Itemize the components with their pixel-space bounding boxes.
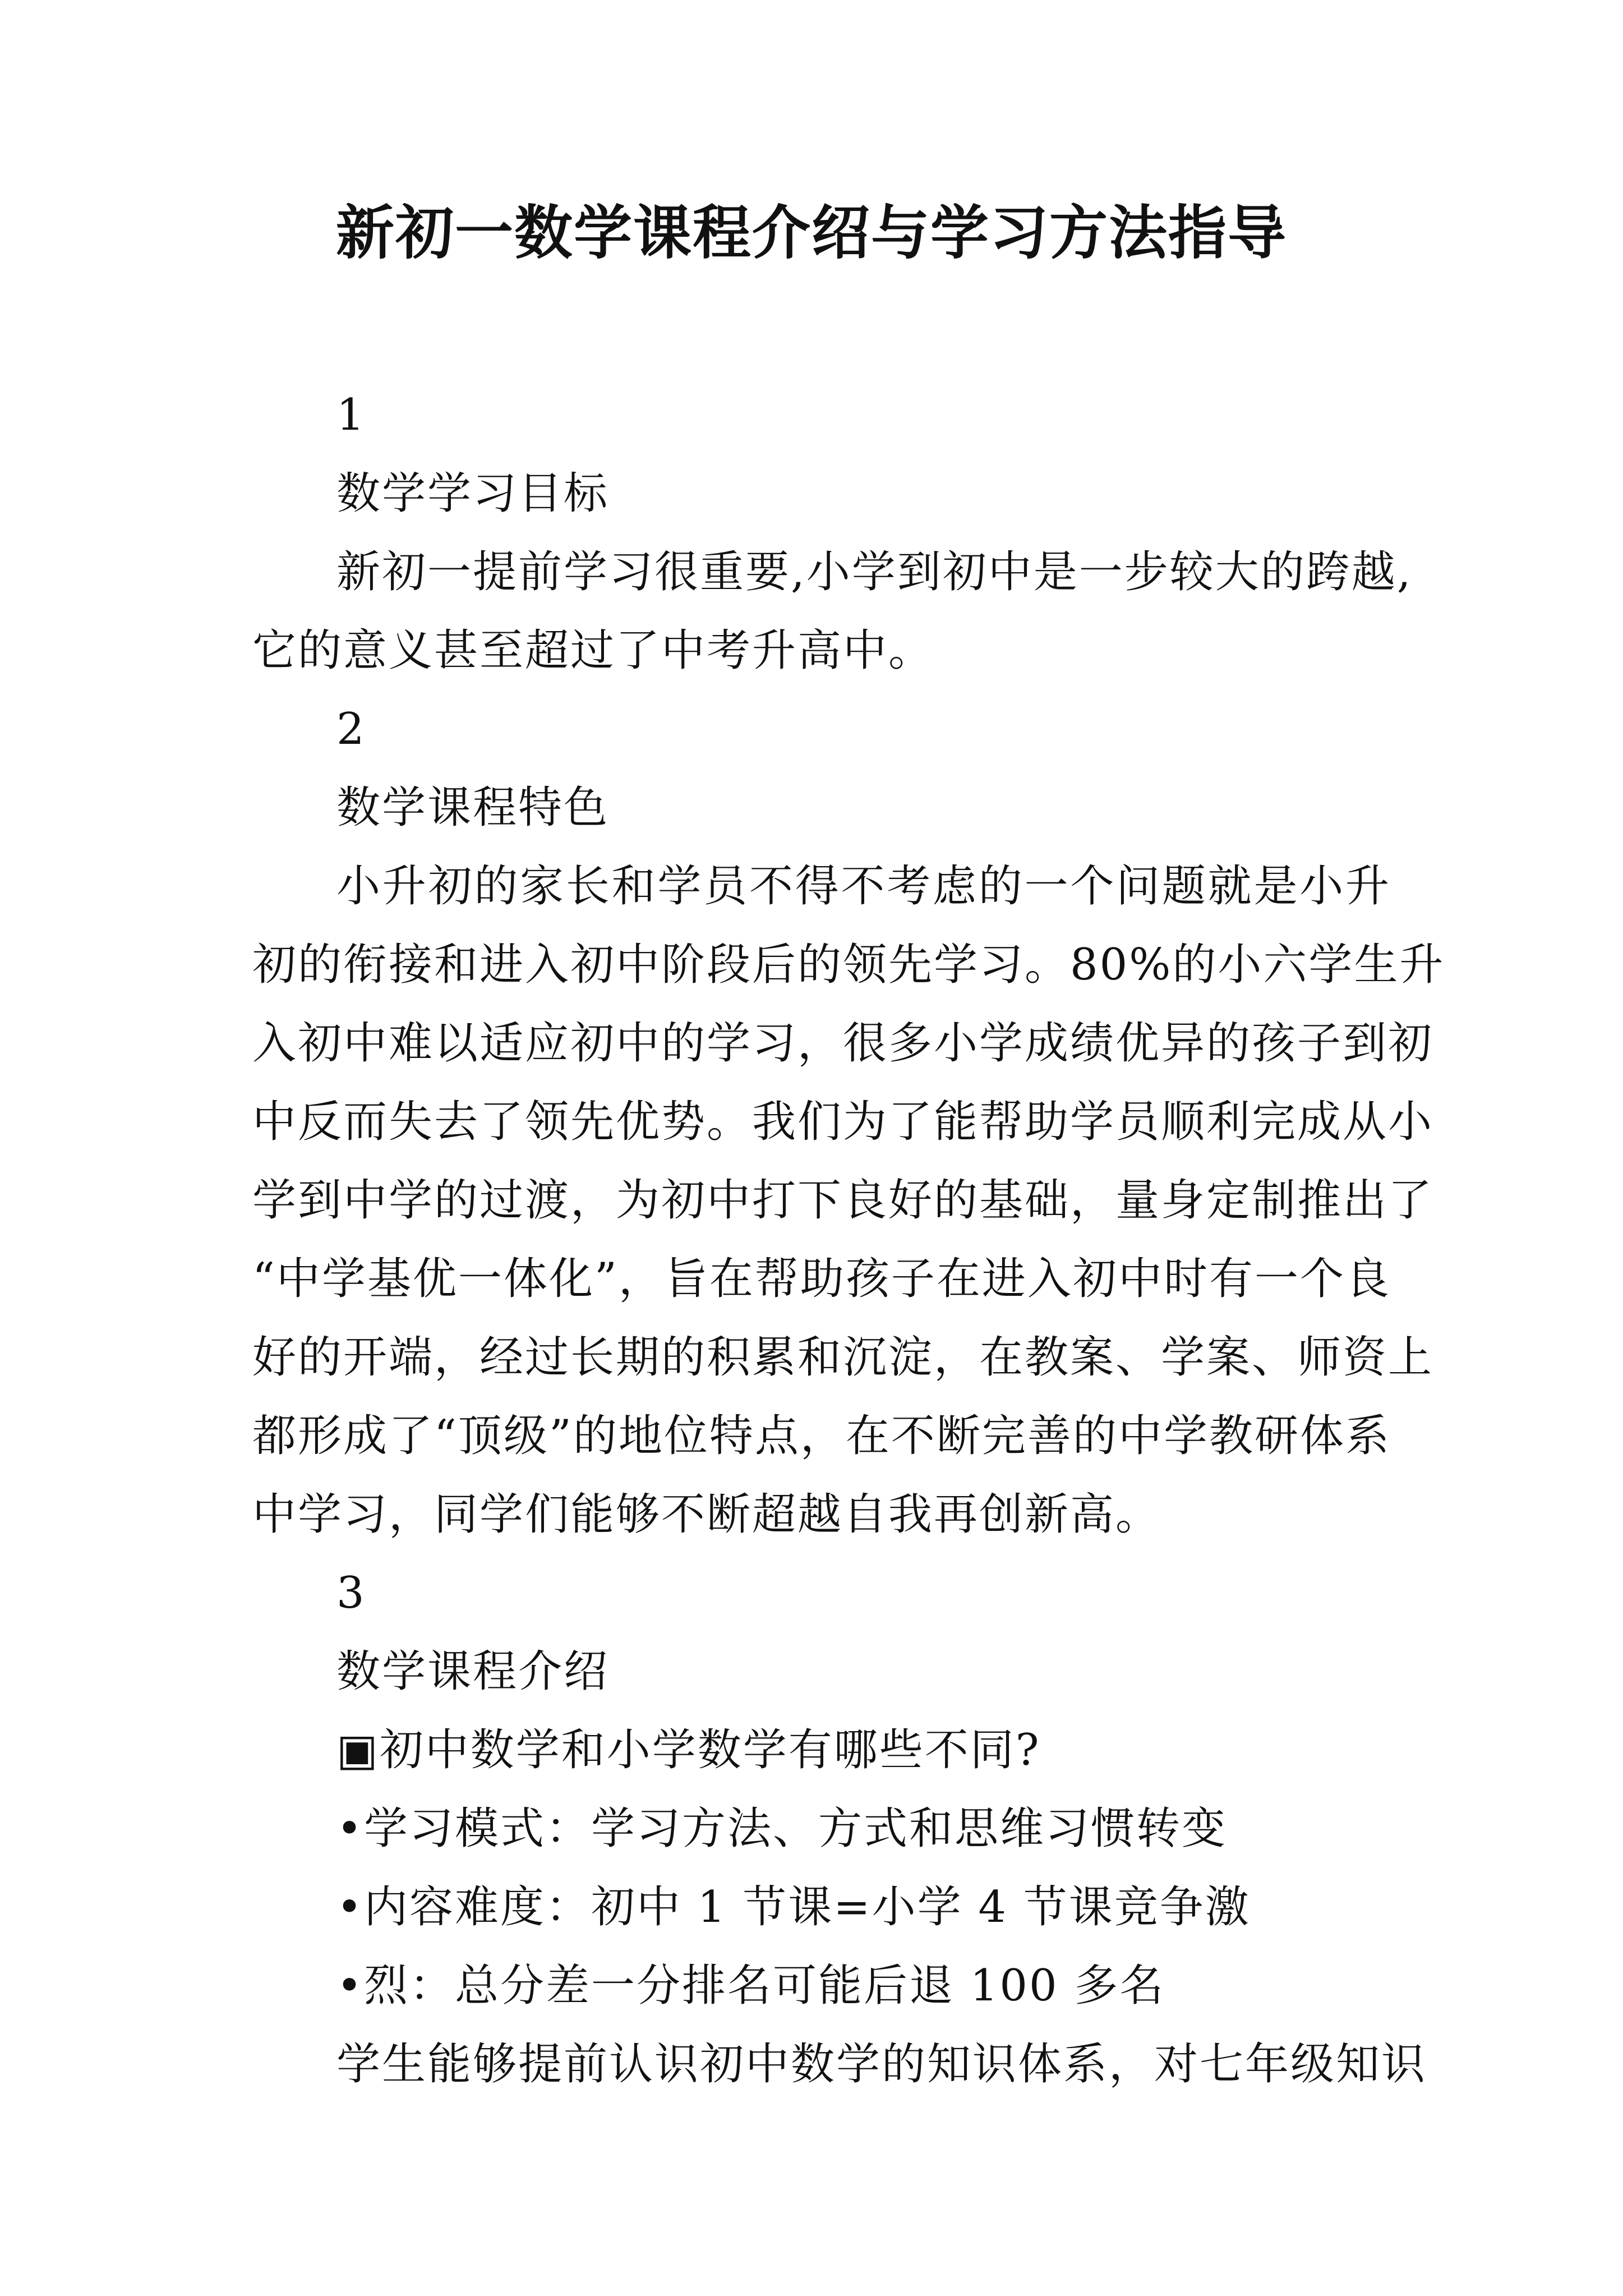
document-body (252, 376, 1445, 2104)
section-number: 3 (336, 1568, 366, 1618)
paragraph-line: 入初中难以适应初中的学习，很多小学成绩优异的孩子到初 (252, 1018, 1434, 1069)
section-number: 1 (336, 390, 366, 440)
paragraph-line: 小升初的家长和学员不得不考虑的一个问题就是小升 (336, 861, 1391, 912)
paragraph-line: 学到中学的过渡，为初中打下良好的基础，量身定制推出了 (252, 1175, 1434, 1226)
section-heading: 数学课程介绍 (336, 1646, 610, 1697)
paragraph-line: 都形成了“顶级”的地位特点，在不断完善的中学教研体系 (252, 1411, 1391, 1461)
paragraph-line: 学生能够提前认识初中数学的知识体系，对七年级知识 (336, 2039, 1427, 2090)
paragraph-line: 中反而失去了领先优势。我们为了能帮助学员顺利完成从小 (252, 1097, 1434, 1147)
document-title: 新初一数学课程介绍与学习方法指导 (335, 198, 1287, 267)
bullet-item: •内容难度：初中 1 节课=小学 4 节课竞争激 (336, 1882, 1251, 1932)
section-heading: 数学课程特色 (336, 783, 610, 833)
paragraph-line: 好的开端，经过长期的积累和沉淀，在教案、学案、师资上 (252, 1332, 1434, 1383)
bullet-item: •学习模式：学习方法、方式和思维习惯转变 (336, 1803, 1228, 1854)
paragraph-line: 初的衔接和进入初中阶段后的领先学习。80%的小六学生升 (252, 940, 1445, 990)
paragraph-line: 中学习，同学们能够不断超越自我再创新高。 (252, 1489, 1161, 1540)
question-line: ▣初中数学和小学数学有哪些不同? (336, 1725, 1041, 1775)
bullet-item: •烈：总分差一分排名可能后退 100 多名 (336, 1961, 1165, 2011)
section-heading: 数学学习目标 (336, 468, 610, 519)
paragraph-line: “中学基优一体化”，旨在帮助孩子在进入初中时有一个良 (252, 1254, 1391, 1304)
paragraph-line: 它的意义甚至超过了中考升高中。 (252, 625, 934, 676)
section-number: 2 (336, 704, 366, 754)
paragraph-line: 新初一提前学习很重要,小学到初中是一步较大的跨越, (336, 547, 1413, 597)
